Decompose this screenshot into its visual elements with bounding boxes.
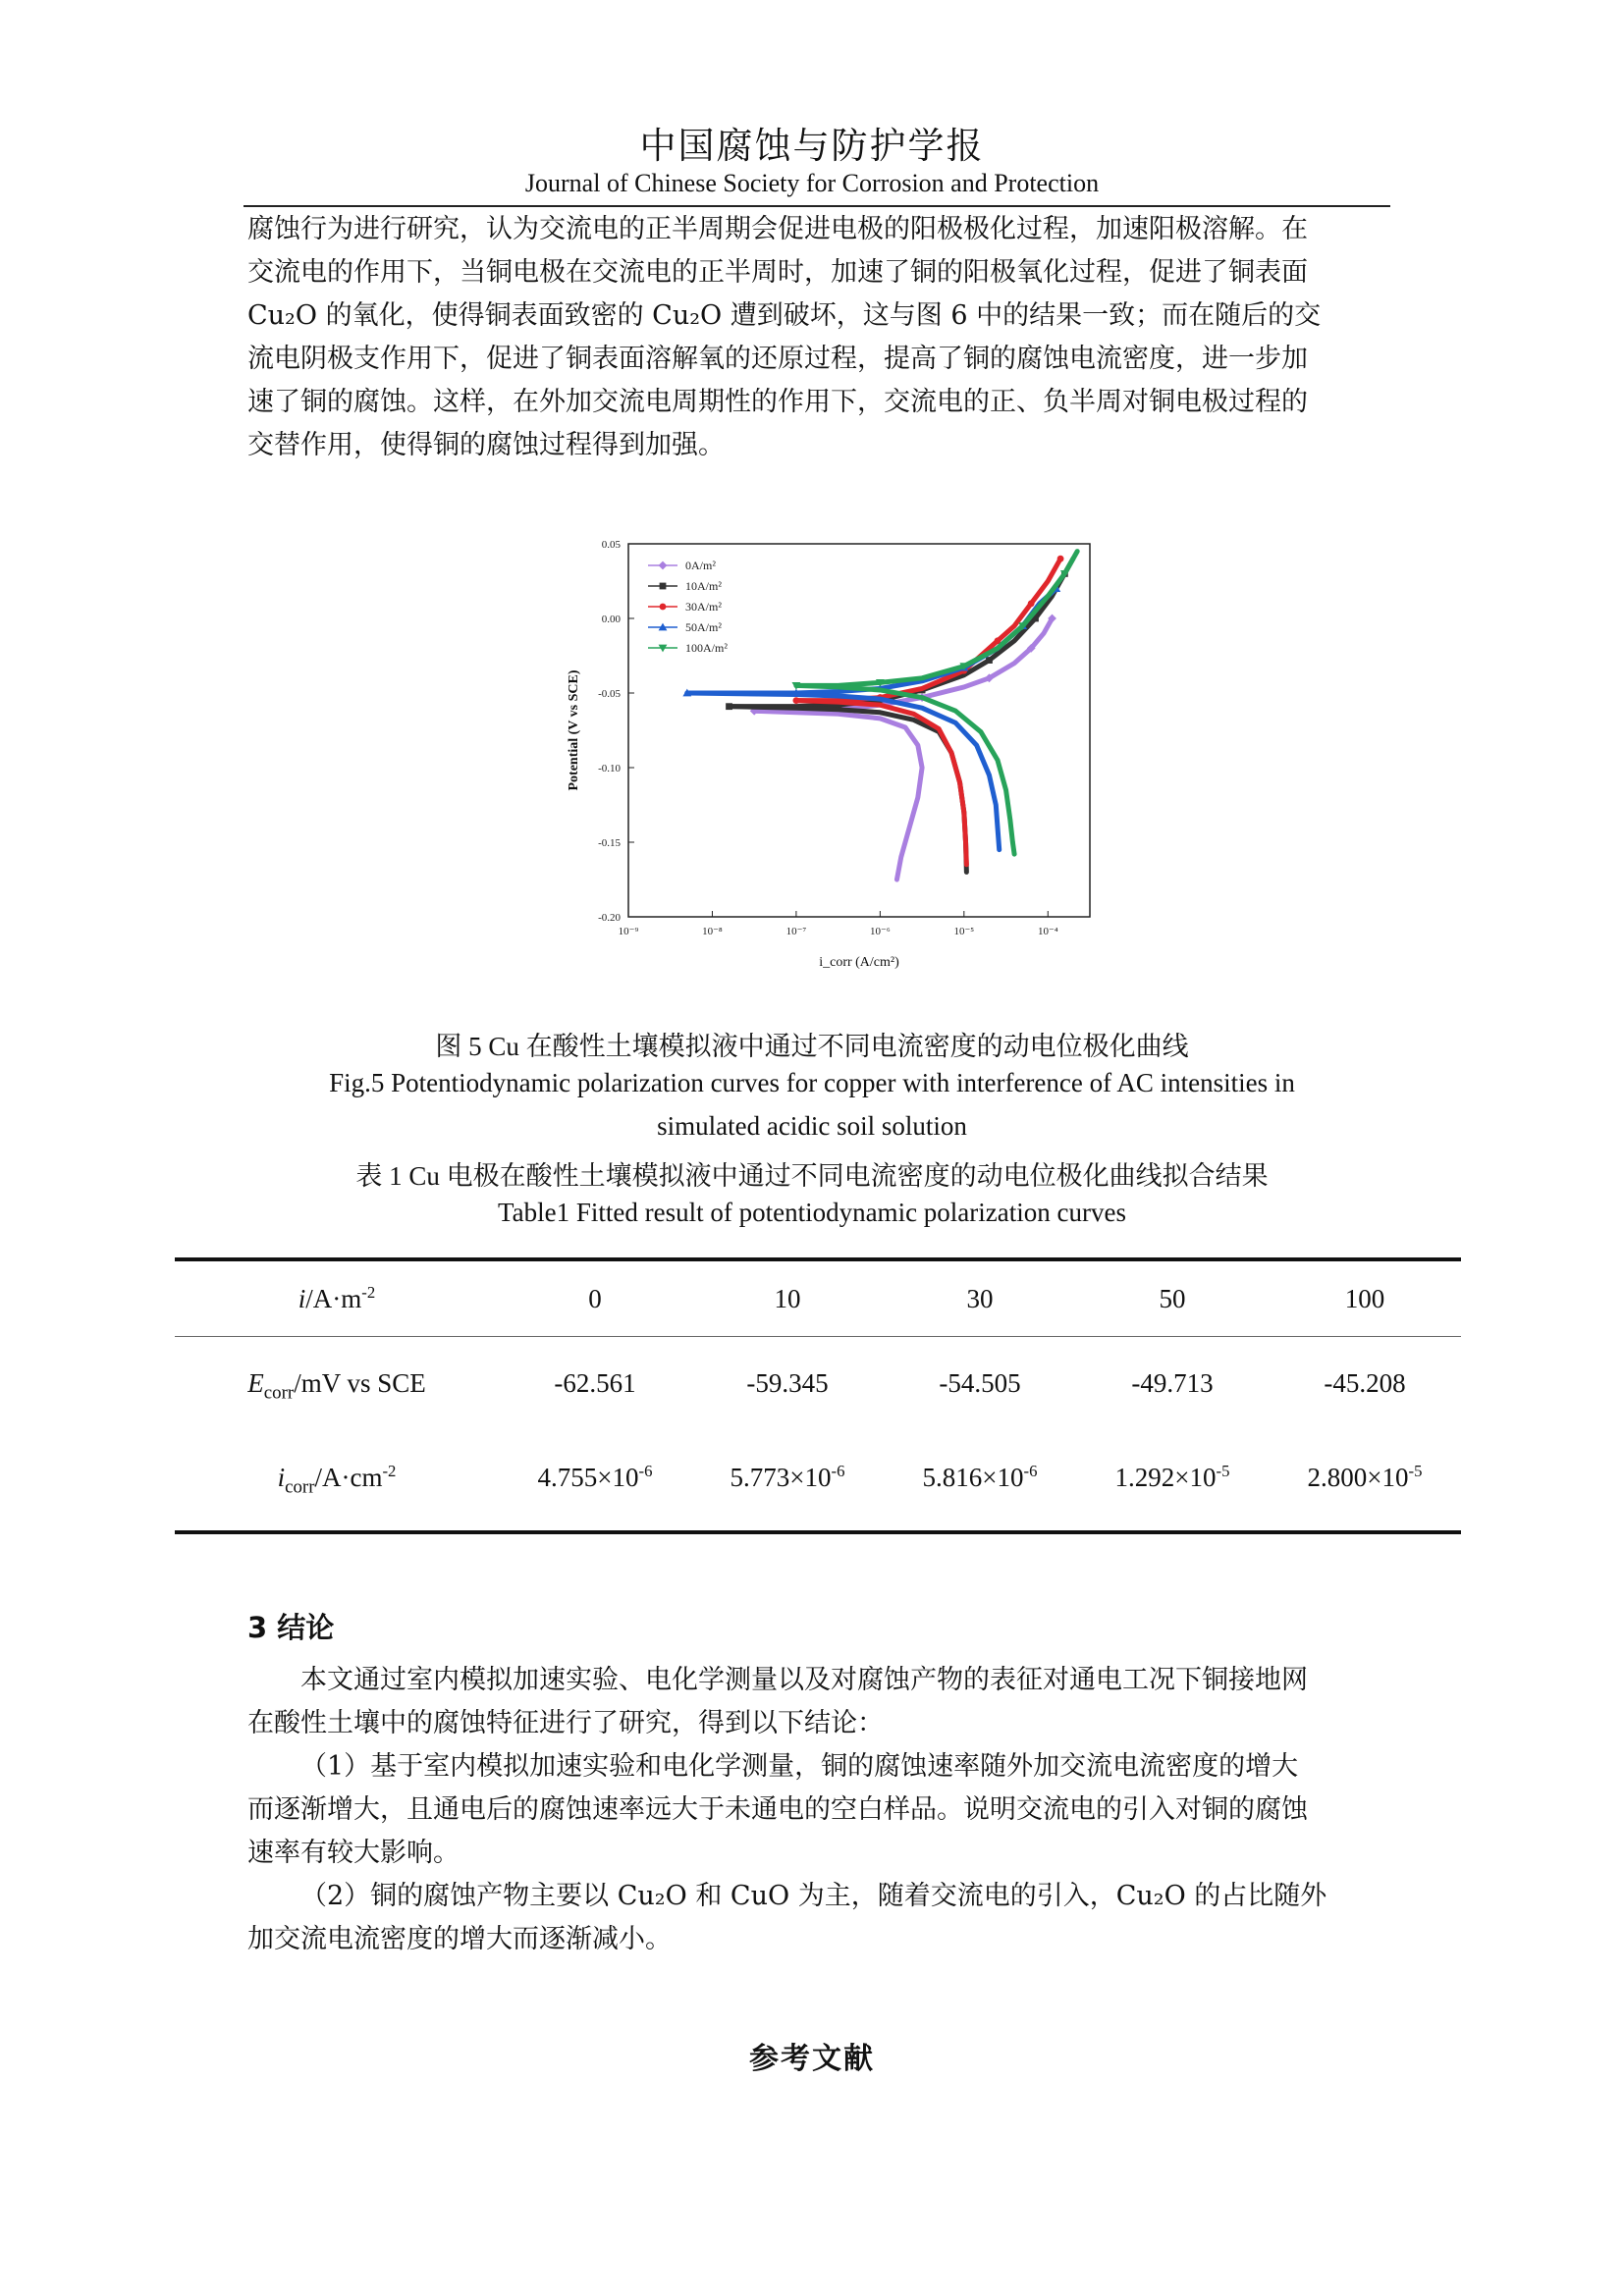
header-cell: 10 bbox=[774, 1283, 801, 1313]
x-tick-label: 10⁻⁶ bbox=[870, 926, 891, 937]
text-line: 在酸性土壤中的腐蚀特征进行了研究，得到以下结论： bbox=[247, 1708, 884, 1738]
text-line: 腐蚀行为进行研究，认为交流电的正半周期会促进电极的阳极极化过程，加速阳极溶解。在 bbox=[247, 214, 1308, 244]
ecorr-label-cell: $E_{corr}/mV$ vs SCE bbox=[247, 1367, 426, 1403]
table-cell: -45.208 bbox=[1324, 1367, 1406, 1398]
intro-paragraph bbox=[247, 208, 1388, 467]
section-heading: 3 结论 bbox=[247, 1611, 335, 1644]
figure-caption-en-2: simulated acidic soil solution bbox=[657, 1111, 967, 1141]
references-heading: 参考文献 bbox=[749, 2042, 875, 2076]
text-line: （1）基于室内模拟加速实验和电化学测量，铜的腐蚀速率随外加交流电流密度的增大 bbox=[300, 1751, 1299, 1782]
text-line: 速了铜的腐蚀。这样，在外加交流电周期性的作用下，交流电的正、负半周对铜电极过程的 bbox=[247, 387, 1308, 417]
x-tick-label: 10⁻⁴ bbox=[1037, 926, 1058, 937]
y-axis-label: Potential (V vs SCE) bbox=[567, 669, 581, 791]
text-line: 本文通过室内模拟加速实验、电化学测量以及对腐蚀产物的表征对通电工况下铜接地网 bbox=[300, 1665, 1308, 1695]
chart-svg bbox=[550, 526, 1100, 988]
text-line: 交替作用，使得铜的腐蚀过程得到加强。 bbox=[247, 430, 725, 460]
text-line: 流电阴极支作用下，促进了铜表面溶解氧的还原过程，提高了铜的腐蚀电流密度，进一步加 bbox=[247, 344, 1308, 374]
text-line: 交流电的作用下，当铜电极在交流电的正半周时，加速了铜的阳极氧化过程，促进了铜表面 bbox=[247, 257, 1308, 288]
text-line: Cu₂O 的氧化，使得铜表面致密的 Cu₂O 遭到破坏，这与图 6 中的结果一致；而在随后的交 bbox=[247, 300, 1322, 331]
legend-label: 50A/m² bbox=[685, 620, 722, 634]
polarization-chart bbox=[550, 526, 1100, 988]
figure-caption-en-1: Fig.5 Potentiodynamic polarization curves for copper with interference of AC intensities in bbox=[329, 1068, 1295, 1097]
fit-results-table bbox=[175, 1261, 1461, 1524]
data-point bbox=[660, 583, 667, 590]
text-line: （2）铜的腐蚀产物主要以 Cu₂O 和 CuO 为主，随着交流电的引入，Cu₂O 的占比随外 bbox=[300, 1881, 1327, 1911]
table-cell: -54.505 bbox=[939, 1367, 1021, 1398]
x-tick-label: 10⁻⁷ bbox=[785, 926, 807, 937]
text-line: 速率有较大影响。 bbox=[247, 1838, 460, 1868]
icorr-label-cell: $i_{corr}/A\cdot cm^{-2}$ bbox=[277, 1461, 397, 1497]
text-line: 而逐渐增大，且通电后的腐蚀速率远大于未通电的空白样品。说明交流电的引入对铜的腐蚀 bbox=[247, 1794, 1308, 1825]
table-caption-en: Table1 Fitted result of potentiodynamic polarization curves bbox=[498, 1198, 1126, 1227]
data-point bbox=[1057, 556, 1064, 562]
legend-label: 30A/m² bbox=[685, 600, 722, 614]
x-tick-label: 10⁻⁵ bbox=[953, 926, 975, 937]
table-cell: $4.755\times 10^{-6}$ bbox=[537, 1461, 653, 1492]
header-label-cell: $i/A\cdot m^{-2}$ bbox=[298, 1282, 376, 1313]
journal-subtitle: Journal of Chinese Society for Corrosion and Protection bbox=[524, 169, 1100, 197]
y-tick-label: -0.10 bbox=[598, 763, 621, 774]
table-cell: $1.292\times 10^{-5}$ bbox=[1114, 1461, 1230, 1492]
table-bottom-rule bbox=[175, 1530, 1461, 1534]
x-axis-label: i_corr (A/cm²) bbox=[819, 955, 899, 970]
data-point bbox=[986, 657, 993, 664]
y-tick-label: -0.20 bbox=[598, 912, 621, 924]
header-cell: 30 bbox=[966, 1283, 994, 1313]
header-cell: 0 bbox=[588, 1283, 602, 1313]
text-line: 加交流电流密度的增大而逐渐减小。 bbox=[247, 1924, 672, 1954]
table-cell: $2.800\times 10^{-5}$ bbox=[1307, 1461, 1423, 1492]
y-tick-label: -0.05 bbox=[598, 688, 621, 700]
table-cell: $5.816\times 10^{-6}$ bbox=[922, 1461, 1038, 1492]
figure-caption-cn: 图 5 Cu 在酸性土壤模拟液中通过不同电流密度的动电位极化曲线 bbox=[435, 1032, 1189, 1061]
x-tick-label: 10⁻⁹ bbox=[618, 926, 639, 937]
x-tick-label: 10⁻⁸ bbox=[702, 926, 723, 937]
table-cell: $5.773\times 10^{-6}$ bbox=[730, 1461, 845, 1492]
header-cell: 50 bbox=[1159, 1283, 1186, 1313]
header-cell: 100 bbox=[1344, 1283, 1385, 1313]
table-caption-cn: 表 1 Cu 电极在酸性土壤模拟液中通过不同电流密度的动电位极化曲线拟合结果 bbox=[355, 1161, 1269, 1191]
y-tick-label: -0.15 bbox=[598, 837, 621, 849]
conclusion-paragraphs bbox=[247, 1659, 1388, 1961]
data-point bbox=[1028, 600, 1035, 607]
legend-label: 10A/m² bbox=[685, 579, 722, 593]
data-point bbox=[660, 604, 667, 611]
header-rule bbox=[244, 205, 1390, 207]
table-cell: -49.713 bbox=[1131, 1367, 1214, 1398]
table-row bbox=[175, 1336, 1461, 1430]
y-tick-label: 0.05 bbox=[601, 539, 621, 551]
table-cell: -62.561 bbox=[554, 1367, 636, 1398]
table-row bbox=[175, 1430, 1461, 1524]
legend-label: 100A/m² bbox=[685, 641, 728, 655]
journal-title: 中国腐蚀与防护学报 bbox=[639, 125, 985, 167]
table-cell: -59.345 bbox=[746, 1367, 829, 1398]
legend-label: 0A/m² bbox=[685, 559, 716, 572]
table-header-row bbox=[175, 1261, 1461, 1336]
y-tick-label: 0.00 bbox=[601, 614, 621, 625]
